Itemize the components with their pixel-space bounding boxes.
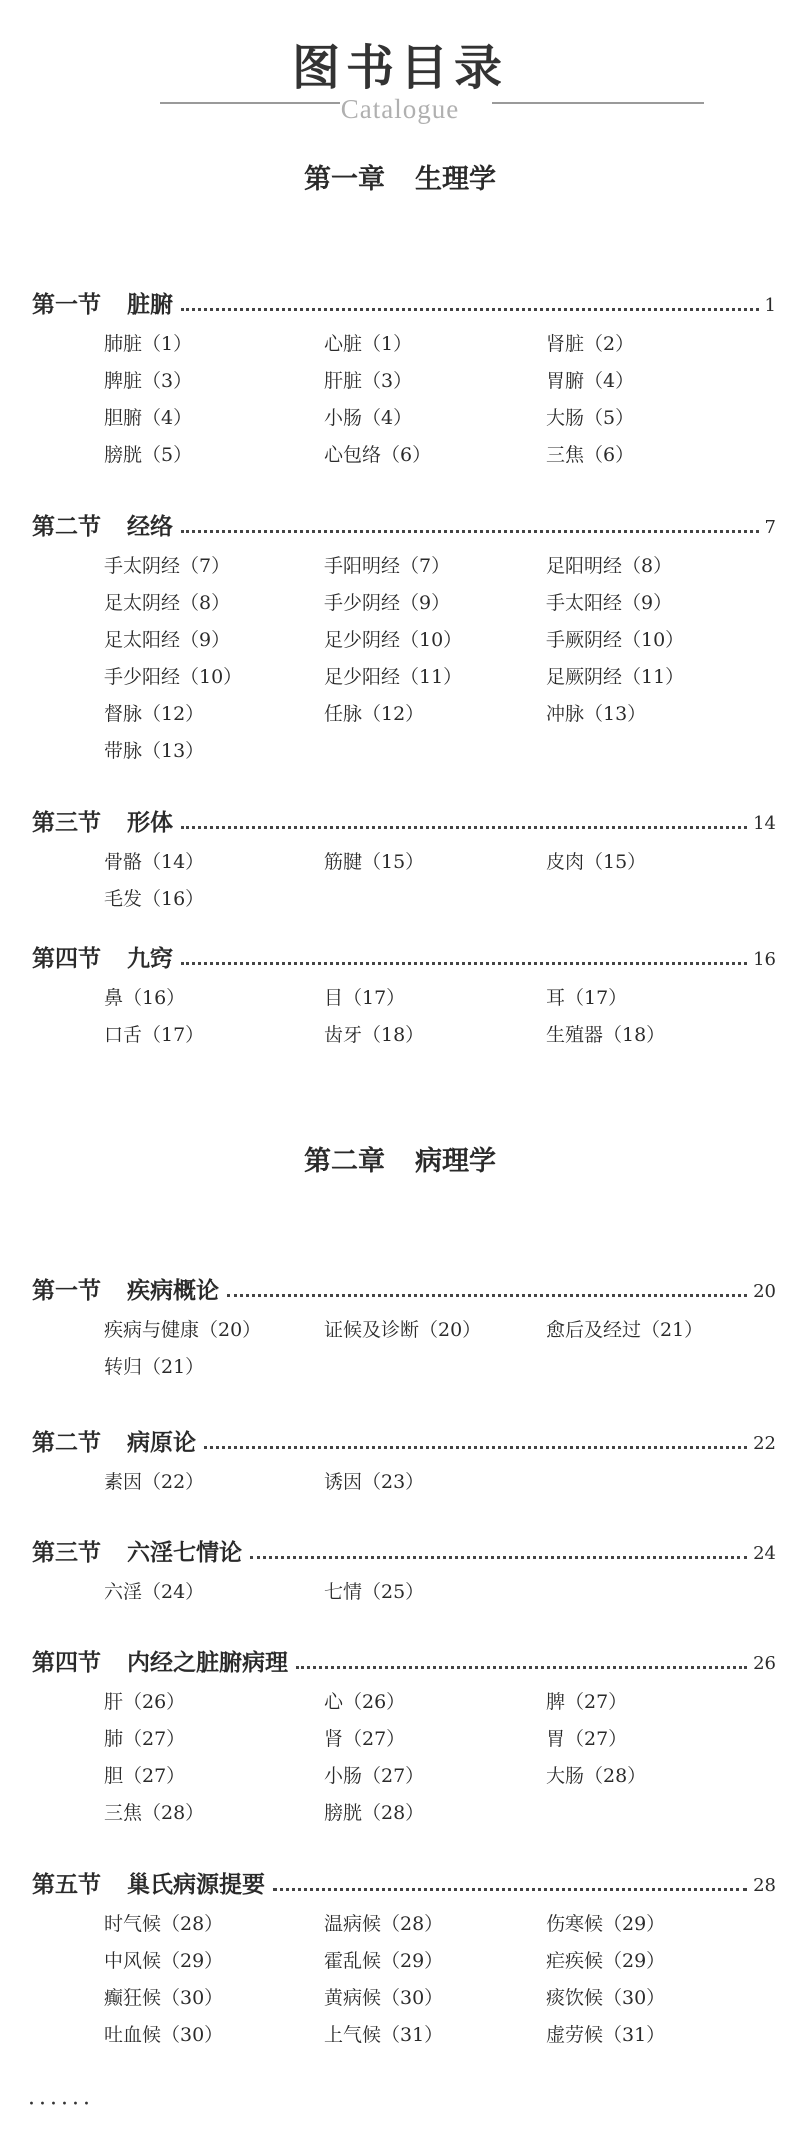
- toc-entry[interactable]: 胃腑（4）: [546, 370, 635, 392]
- section-number: 第五节: [32, 1871, 101, 1898]
- section-number: 第二节: [32, 513, 101, 540]
- toc-entry[interactable]: 足太阴经（8）: [104, 592, 231, 614]
- toc-entry[interactable]: 三焦（6）: [546, 444, 635, 466]
- toc-entry[interactable]: 齿牙（18）: [324, 1024, 425, 1046]
- toc-entry[interactable]: 足少阴经（10）: [324, 629, 463, 651]
- toc-entry[interactable]: 小肠（27）: [324, 1765, 425, 1787]
- section-label: [32, 1279, 219, 1302]
- toc-entry[interactable]: 肝（26）: [104, 1691, 186, 1713]
- toc-entry[interactable]: 肺脏（1）: [104, 333, 193, 355]
- section-number: 第四节: [32, 1649, 101, 1676]
- section-label: [32, 1873, 265, 1896]
- toc-entry[interactable]: 足厥阴经（11）: [546, 666, 685, 688]
- section-number: 第三节: [32, 809, 101, 836]
- section-row[interactable]: [32, 1644, 776, 1674]
- toc-entry[interactable]: 生殖器（18）: [546, 1024, 666, 1046]
- toc-entry[interactable]: 大肠（28）: [546, 1765, 647, 1787]
- section-title: 病原论: [127, 1429, 196, 1456]
- section-page-number: 26: [753, 1653, 776, 1674]
- toc-entry[interactable]: 素因（22）: [104, 1471, 205, 1493]
- toc-entry[interactable]: 心包络（6）: [324, 444, 432, 466]
- toc-entry[interactable]: 疾病与健康（20）: [104, 1319, 262, 1341]
- dot-leader: [204, 1446, 747, 1449]
- toc-entry[interactable]: 时气候（28）: [104, 1913, 224, 1935]
- section-number: 第四节: [32, 945, 101, 972]
- toc-entry[interactable]: 足少阳经（11）: [324, 666, 463, 688]
- toc-entry[interactable]: 手太阳经（9）: [546, 592, 673, 614]
- section-number: 第三节: [32, 1539, 101, 1566]
- dot-leader: [273, 1888, 747, 1891]
- toc-entry[interactable]: 胃（27）: [546, 1728, 628, 1750]
- toc-entry[interactable]: 霍乱候（29）: [324, 1950, 444, 1972]
- toc-entry[interactable]: 骨骼（14）: [104, 851, 205, 873]
- section-label: [32, 811, 173, 834]
- toc-entry[interactable]: 膀胱（5）: [104, 444, 193, 466]
- section-title: 脏腑: [127, 291, 173, 318]
- toc-entry[interactable]: 吐血候（30）: [104, 2024, 224, 2046]
- section-page-number: 20: [753, 1281, 776, 1302]
- section-page-number: 22: [753, 1433, 776, 1454]
- toc-entry[interactable]: 脾（27）: [546, 1691, 628, 1713]
- section-title: 九窍: [127, 945, 173, 972]
- toc-entry[interactable]: 胆腑（4）: [104, 407, 193, 429]
- chapter-name: 生理学: [415, 164, 496, 195]
- toc-entry[interactable]: 毛发（16）: [104, 888, 205, 910]
- section-row[interactable]: [32, 286, 776, 316]
- toc-entry[interactable]: 转归（21）: [104, 1356, 205, 1378]
- section-page-number: 24: [753, 1543, 776, 1564]
- toc-entry[interactable]: 任脉（12）: [324, 703, 425, 725]
- toc-entry[interactable]: 诱因（23）: [324, 1471, 425, 1493]
- toc-entry[interactable]: 肾（27）: [324, 1728, 406, 1750]
- section-label: [32, 1541, 242, 1564]
- section-number: 第一节: [32, 291, 101, 318]
- toc-entry[interactable]: 手少阴经（9）: [324, 592, 451, 614]
- section-number: 第一节: [32, 1277, 101, 1304]
- section-page-number: 14: [753, 813, 776, 834]
- section-title: 疾病概论: [127, 1277, 219, 1304]
- toc-entry[interactable]: 痰饮候（30）: [546, 1987, 666, 2009]
- section-row[interactable]: [32, 804, 776, 834]
- section-row[interactable]: [32, 1534, 776, 1564]
- catalog-title: 图书目录: [291, 40, 508, 96]
- toc-entry[interactable]: 证候及诊断（20）: [324, 1319, 482, 1341]
- toc-entry[interactable]: 心脏（1）: [324, 333, 413, 355]
- toc-entry[interactable]: 脾脏（3）: [104, 370, 193, 392]
- toc-entry[interactable]: 鼻（16）: [104, 987, 186, 1009]
- toc-entry[interactable]: 筋腱（15）: [324, 851, 425, 873]
- toc-entry[interactable]: 愈后及经过（21）: [546, 1319, 704, 1341]
- toc-entry[interactable]: 大肠（5）: [546, 407, 635, 429]
- section-row[interactable]: [32, 1866, 776, 1896]
- toc-entry[interactable]: 三焦（28）: [104, 1802, 205, 1824]
- section-label: [32, 293, 173, 316]
- toc-entry[interactable]: 七情（25）: [324, 1581, 425, 1603]
- chapter-title: [0, 166, 800, 193]
- toc-entry[interactable]: 口舌（17）: [104, 1024, 205, 1046]
- section-title: 形体: [127, 809, 173, 836]
- dot-leader: [296, 1666, 747, 1669]
- toc-entry[interactable]: 虚劳候（31）: [546, 2024, 666, 2046]
- section-row[interactable]: [32, 508, 776, 538]
- section-label: [32, 947, 173, 970]
- header-rule-right: [492, 102, 704, 104]
- section-number: 第二节: [32, 1429, 101, 1456]
- catalog-subtitle: Catalogue: [340, 94, 460, 124]
- dot-leader: [181, 826, 747, 829]
- section-row[interactable]: [32, 940, 776, 970]
- toc-entry[interactable]: 伤寒候（29）: [546, 1913, 666, 1935]
- section-page-number: 16: [753, 949, 776, 970]
- dot-leader: [181, 308, 759, 311]
- section-page-number: 28: [753, 1875, 776, 1896]
- toc-entry[interactable]: 中风候（29）: [104, 1950, 224, 1972]
- continuation-ellipsis: ······: [28, 2092, 94, 2117]
- section-page-number: 7: [764, 517, 776, 538]
- dot-leader: [227, 1294, 747, 1297]
- toc-entry[interactable]: 肺（27）: [104, 1728, 186, 1750]
- section-row[interactable]: [32, 1424, 776, 1454]
- chapter-number: 第二章: [304, 1146, 385, 1177]
- toc-entry[interactable]: 心（26）: [324, 1691, 406, 1713]
- toc-entry[interactable]: 手阳明经（7）: [324, 555, 451, 577]
- dot-leader: [181, 530, 759, 533]
- toc-entry[interactable]: 目（17）: [324, 987, 406, 1009]
- toc-entry[interactable]: 足阳明经（8）: [546, 555, 673, 577]
- toc-entry[interactable]: 冲脉（13）: [546, 703, 647, 725]
- section-label: [32, 515, 173, 538]
- section-title: 六淫七情论: [127, 1539, 242, 1566]
- toc-entry[interactable]: 上气候（31）: [324, 2024, 444, 2046]
- toc-entry[interactable]: 督脉（12）: [104, 703, 205, 725]
- toc-entry[interactable]: 胆（27）: [104, 1765, 186, 1787]
- toc-entry[interactable]: 肾脏（2）: [546, 333, 635, 355]
- section-label: [32, 1651, 288, 1674]
- toc-entry[interactable]: 手厥阴经（10）: [546, 629, 685, 651]
- toc-entry[interactable]: 皮肉（15）: [546, 851, 647, 873]
- chapter-title: [0, 1148, 800, 1175]
- toc-entry[interactable]: 温病候（28）: [324, 1913, 444, 1935]
- section-label: [32, 1431, 196, 1454]
- toc-entry[interactable]: 手太阴经（7）: [104, 555, 231, 577]
- chapter-name: 病理学: [415, 1146, 496, 1177]
- toc-entry[interactable]: 小肠（4）: [324, 407, 413, 429]
- section-title: 经络: [127, 513, 173, 540]
- toc-entry[interactable]: 黄病候（30）: [324, 1987, 444, 2009]
- toc-entry[interactable]: 带脉（13）: [104, 740, 205, 762]
- toc-entry[interactable]: 耳（17）: [546, 987, 628, 1009]
- toc-entry[interactable]: 六淫（24）: [104, 1581, 205, 1603]
- section-title: 内经之脏腑病理: [127, 1649, 288, 1676]
- toc-entry[interactable]: 手少阳经（10）: [104, 666, 243, 688]
- toc-entry[interactable]: 肝脏（3）: [324, 370, 413, 392]
- section-title: 巢氏病源提要: [127, 1871, 265, 1898]
- toc-entry[interactable]: 膀胱（28）: [324, 1802, 425, 1824]
- section-row[interactable]: [32, 1272, 776, 1302]
- dot-leader: [250, 1556, 747, 1559]
- toc-entry[interactable]: 足太阳经（9）: [104, 629, 231, 651]
- toc-entry[interactable]: 癫狂候（30）: [104, 1987, 224, 2009]
- toc-entry[interactable]: 疟疾候（29）: [546, 1950, 666, 1972]
- section-page-number: 1: [764, 295, 776, 316]
- dot-leader: [181, 962, 747, 965]
- chapter-number: 第一章: [304, 164, 385, 195]
